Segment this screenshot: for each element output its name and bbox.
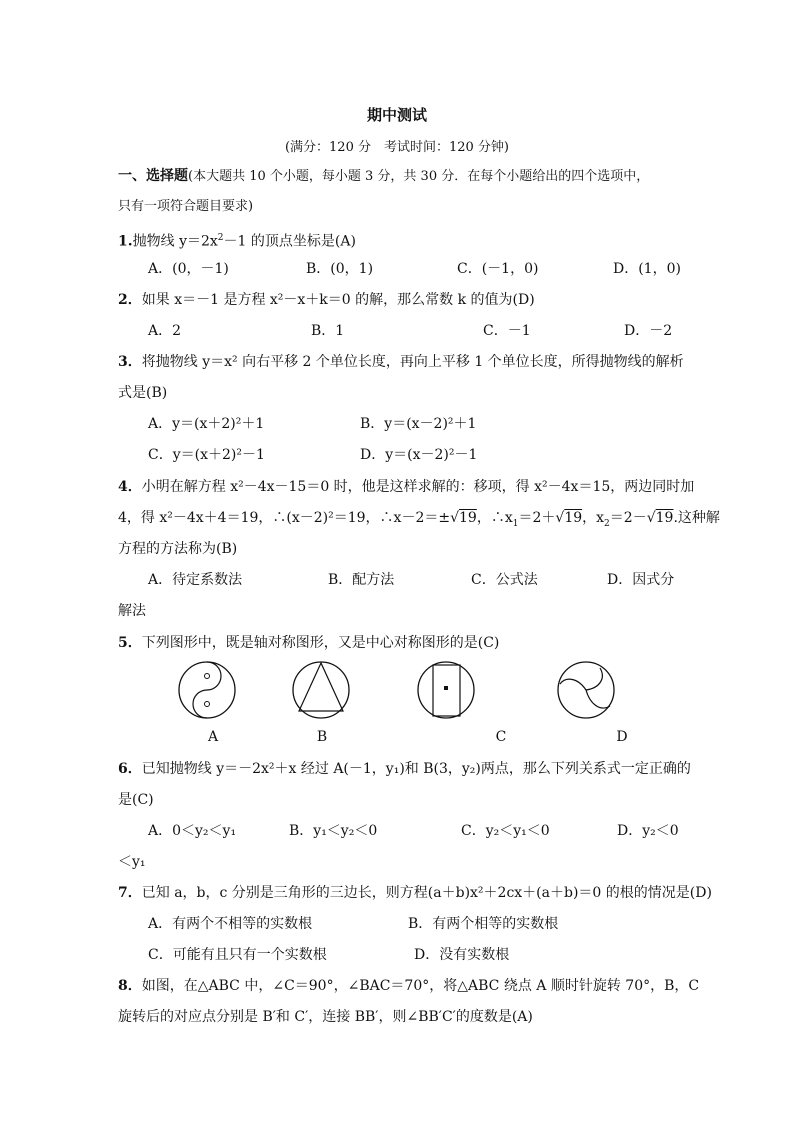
- option-wrap: 解法: [118, 603, 146, 619]
- option-b: B．1: [311, 323, 345, 339]
- option-a: A．(0，－1): [148, 261, 229, 277]
- radicand: 19: [459, 510, 477, 526]
- question-4: [118, 477, 694, 497]
- question-7: [118, 883, 712, 903]
- question-stem: 将抛物线 y＝x² 向右平移 2 个单位长度，再向上平移 1 个单位长度，所得抛物线的解析: [141, 354, 684, 370]
- option-d: D．y＝(x－2)²－1: [360, 447, 478, 463]
- question-stem: 抛物线 y＝2x: [132, 233, 218, 250]
- question-number: 3．: [118, 354, 142, 370]
- question-6: [118, 759, 691, 779]
- option-d: D．y₂＜0: [617, 823, 679, 839]
- question-3: [118, 352, 684, 372]
- stem-part: .这种解: [673, 510, 720, 526]
- subscript: 2: [604, 518, 610, 529]
- figure-a-taiji-icon: [179, 662, 235, 718]
- option-c: C．可能有且只有一个实数根: [148, 947, 327, 963]
- question-5: [118, 633, 499, 653]
- figure-label-c: C: [495, 729, 507, 745]
- stem-part: ＝2＋: [518, 510, 556, 526]
- page-title: 期中测试: [366, 106, 427, 124]
- question-stem-cont: 旋转后的对应点分别是 B′和 C′，连接 BB′，则∠BB′C′的度数是(A): [118, 1009, 533, 1025]
- option-b: B．(0，1): [306, 261, 374, 277]
- stem-part: ，∴x: [476, 510, 513, 526]
- option-b: B．y＝(x－2)²＋1: [360, 416, 477, 432]
- option-a: A．有两个不相等的实数根: [148, 916, 313, 932]
- figure-d-triple-swirl-icon: [558, 662, 614, 718]
- question-8: [118, 976, 699, 996]
- option-wrap: ＜y₁: [118, 854, 146, 870]
- question-number: 8．: [118, 978, 142, 994]
- option-a: A．待定系数法: [148, 572, 243, 588]
- option-d: D．(1，0): [613, 261, 681, 277]
- question-stem-cont: 是(C): [118, 792, 154, 808]
- question-stem: －1 的顶点坐标是(A): [223, 233, 356, 250]
- question-1: [118, 228, 356, 252]
- option-b: B．有两个相等的实数根: [408, 916, 559, 932]
- exam-info: (满分：120 分 考试时间：120 分钟): [284, 140, 510, 155]
- question-number: 5．: [118, 635, 142, 651]
- question-stem: 如果 x＝－1 是方程 x²－x＋k＝0 的解，那么常数 k 的值为(D): [141, 292, 535, 308]
- stem-part: ＝2－: [609, 510, 647, 526]
- option-d: D．因式分: [607, 572, 675, 588]
- sqrt-icon: √: [555, 510, 565, 526]
- stem-part: 4，得 x²－4x＋4＝19，∴(x－2)²＝19，∴x－2＝±: [118, 510, 451, 526]
- option-a: A．2: [148, 323, 182, 339]
- option-c: C．y＝(x＋2)²－1: [148, 447, 265, 463]
- radicand: 19: [655, 510, 674, 526]
- option-c: C．(－1，0): [457, 261, 539, 277]
- option-c: C．公式法: [471, 572, 538, 588]
- question-number: 7．: [118, 885, 142, 901]
- figure-c-rectangle-circle-icon: [418, 662, 474, 718]
- superscript: 2: [217, 233, 224, 243]
- option-c: C．－1: [483, 323, 531, 339]
- option-d: D．－2: [624, 323, 673, 339]
- section-heading: [118, 166, 649, 187]
- q5-figures: [0, 658, 794, 728]
- question-stem-cont: 方程的方法称为(B): [118, 541, 238, 557]
- section-desc-2: 只有一项符合题目要求): [118, 199, 254, 214]
- section-desc-1: (本大题共 10 个小题，每小题 3 分，共 30 分．在每个小题给出的四个选项中，: [188, 169, 650, 184]
- section-title: 一、选择题: [118, 168, 188, 184]
- question-stem: 已知 a，b，c 分别是三角形的三边长，则方程(a＋b)x²＋2cx＋(a＋b)＝0 的根的情况是(D): [141, 885, 712, 901]
- figure-b-triangle-circle-icon: [293, 662, 349, 718]
- question-stem: 下列图形中，既是轴对称图形，又是中心对称图形的是(C): [141, 635, 500, 651]
- question-stem: 如图，在△ABC 中，∠C＝90°，∠BAC＝70°，将△ABC 绕点 A 顺时针旋转 70°，B，C: [141, 978, 700, 994]
- stem-part: ，x: [582, 510, 605, 526]
- question-number: 6．: [118, 761, 142, 777]
- question-2: [118, 290, 535, 310]
- option-d: D．没有实数根: [414, 947, 510, 963]
- question-stem-cont: 式是(B): [118, 385, 168, 401]
- question-stem-cont: [118, 508, 720, 534]
- figure-label-b: B: [316, 729, 328, 745]
- figure-label-a: A: [207, 729, 219, 745]
- figure-label-d: D: [616, 729, 628, 745]
- subscript: 1: [512, 518, 519, 529]
- option-b: B．配方法: [328, 572, 395, 588]
- option-b: B．y₁＜y₂＜0: [289, 823, 378, 839]
- option-c: C．y₂＜y₁＜0: [461, 823, 550, 839]
- sqrt-icon: √: [646, 510, 656, 526]
- sqrt-icon: √: [450, 510, 459, 526]
- option-a: A．y＝(x＋2)²＋1: [148, 416, 265, 432]
- radicand: 19: [564, 510, 583, 526]
- question-number: 1.: [118, 233, 133, 250]
- question-number: 4．: [118, 479, 142, 495]
- option-a: A．0＜y₂＜y₁: [148, 823, 237, 839]
- question-stem: 已知抛物线 y＝－2x²＋x 经过 A(－1，y₁)和 B(3，y₂)两点，那么下列关系式一定正确的: [141, 761, 691, 777]
- question-stem: 小明在解方程 x²－4x－15＝0 时，他是这样求解的：移项，得 x²－4x＝15，两边同时加: [141, 479, 695, 495]
- question-number: 2．: [118, 292, 142, 308]
